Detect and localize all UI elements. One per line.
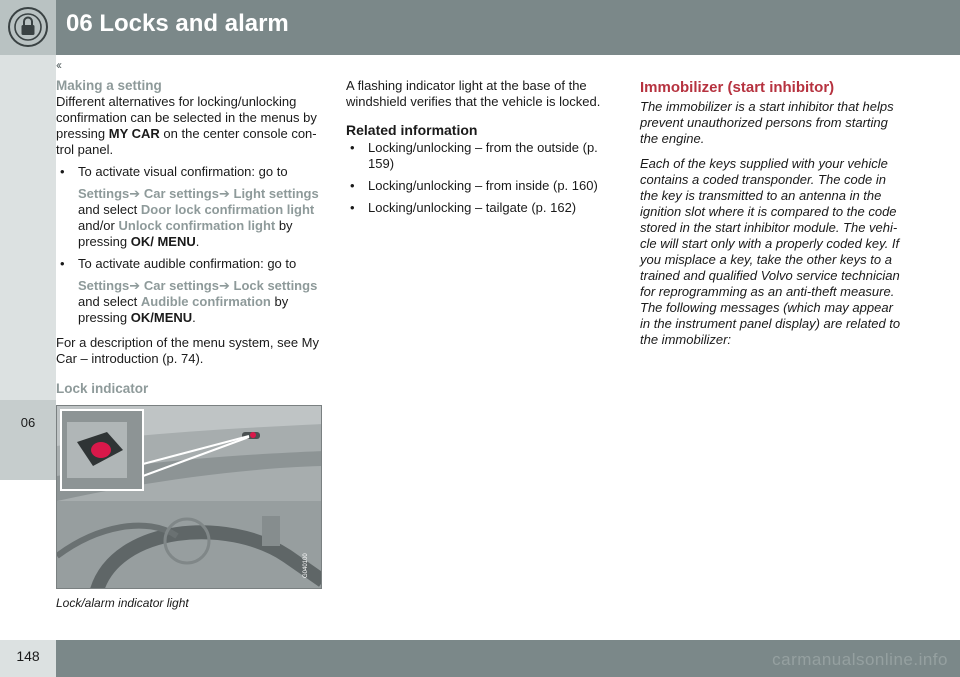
back-arrow-icon[interactable]: ‹‹ (56, 58, 60, 72)
bullet-icon: • (60, 256, 65, 271)
watermark: carmanualsonline.info (772, 650, 948, 669)
bullet-icon: • (350, 178, 355, 193)
immobilizer-details: Each of the keys supplied with your vehicle contains a coded transponder. The code in the key is transmitted to an antenna in the ignition slot where it is compared to the code stored in the start inhibitor module. The vehi-cle will start only with a properly coded key. If you misplace a key, take the other keys to a trained and qualified Volvo service technician for reprogramming as an anti-theft measure. The following messages (which may appear in the instrument panel display) are related to the immobilizer: (640, 156, 901, 347)
arrow-right-icon: ➔ (218, 186, 230, 201)
chapter-icon-box (0, 0, 56, 55)
side-tab-active[interactable] (0, 400, 56, 480)
arrow-right-icon: ➔ (129, 186, 141, 201)
lock-alarm-icon (0, 0, 56, 55)
confirmation-steps (56, 164, 322, 326)
list-item: • To activate visual confirmation: go to Settings➔ Car settings➔ Light settings and select Door lock confirmation light and/or Unlock confirmation light by pressing OK/ MENU. (60, 164, 319, 249)
lock-indicator-figure (56, 405, 322, 589)
menu-path: Settings (78, 278, 130, 293)
column-left (56, 78, 322, 611)
indicator-light (250, 432, 256, 438)
arrow-right-icon: ➔ (129, 278, 141, 293)
menu-path: Settings (78, 186, 130, 201)
immobilizer-heading: Immobilizer (start inhibitor) (640, 79, 835, 96)
page-number: 148 (16, 648, 40, 664)
arrow-right-icon: ➔ (218, 278, 230, 293)
dashboard-illustration (57, 406, 322, 589)
bullet-icon: • (350, 140, 355, 155)
figure-caption: Lock/alarm indicator light (56, 596, 189, 610)
column-middle (346, 78, 608, 216)
immobilizer-intro: The immobilizer is a start inhibitor that helps prevent unauthorized persons from starting the engine. (640, 99, 894, 146)
side-tab-label: 06 (20, 415, 36, 430)
menu-description: For a description of the menu system, see My Car – introduction (p. 74). (56, 335, 319, 366)
related-link[interactable]: • Locking/unlocking – tailgate (p. 162) (350, 200, 577, 215)
chapter-title: 06 Locks and alarm (66, 10, 289, 37)
figure-code: G040100 (303, 553, 309, 578)
bullet-icon: • (60, 164, 65, 179)
flashing-paragraph: A flashing indicator light at the base of the windshield verifies that the vehicle is locked. (346, 78, 601, 109)
column-right (640, 78, 906, 348)
related-link[interactable]: • Locking/unlocking – from inside (p. 160) (350, 178, 598, 193)
related-link[interactable]: • Locking/unlocking – from the outside (p. 159) (350, 140, 598, 171)
related-heading: Related information (346, 122, 478, 138)
making-setting-heading: Making a setting (56, 78, 162, 93)
lock-indicator-heading: Lock indicator (56, 381, 149, 396)
related-list (346, 140, 608, 216)
intro-paragraph: Different alternatives for locking/unlocking confirmation can be selected in the menus by pressing MY CAR on the center console con-trol panel. (56, 94, 317, 157)
list-item: • To activate audible confirmation: go to Settings➔ Car settings➔ Lock settings and select Audible confirmation by pressing OK/MENU. (60, 256, 318, 325)
bullet-icon: • (350, 200, 355, 215)
